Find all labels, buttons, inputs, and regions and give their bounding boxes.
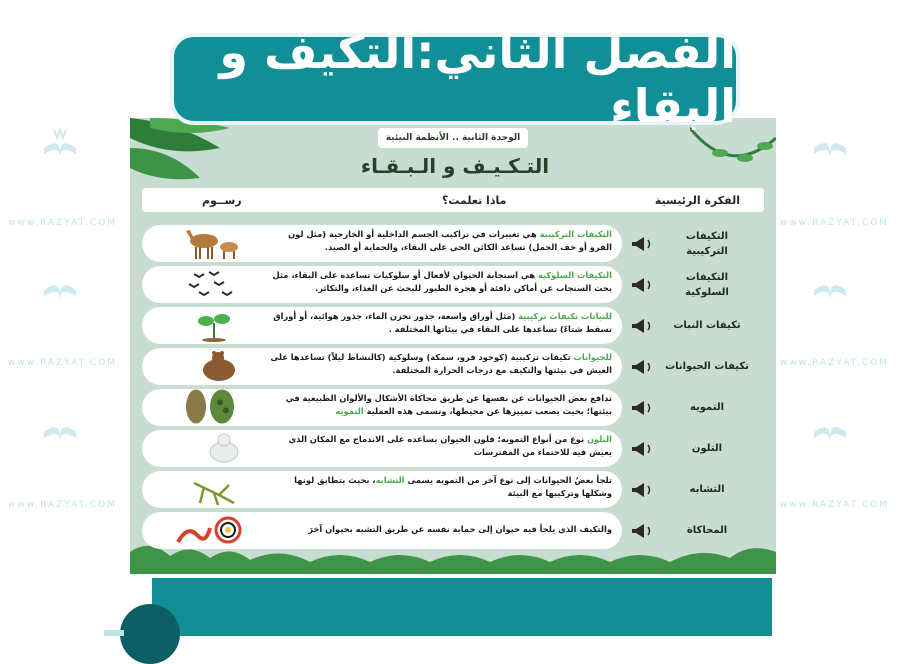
white-fox-icon	[174, 432, 244, 465]
row-description	[267, 269, 612, 295]
decorative-circle	[120, 604, 180, 664]
speaker-icon[interactable]	[630, 276, 654, 294]
row-label: التلون	[691, 443, 723, 454]
row-label: تكيفات النبات	[673, 320, 741, 331]
camel-icon	[174, 227, 244, 260]
watermark-book-icon	[40, 270, 80, 304]
highlight-term: التكيفات التركيبية	[539, 229, 612, 239]
highlight-term: للحيوانات	[573, 352, 612, 362]
unit-label: الوحدة الثانية .. الأنظمة البيئية	[378, 128, 528, 148]
row-description	[267, 392, 612, 418]
row-label: التمويه	[689, 402, 725, 413]
watermark-book-icon	[810, 128, 850, 162]
description-text: (مثل أوراق واسعة، جذور تخزن الماء، جذور هوائية، أو أوراق تسقط شتاءً) تساعدها على البقاء في بيئاتها المختلفة .	[273, 311, 612, 334]
table-row	[142, 389, 764, 426]
watermark-text: www.RAZYAT.COM	[780, 218, 890, 228]
highlight-term: التلون	[586, 434, 612, 444]
watermark-book-icon	[40, 128, 80, 162]
table-row	[142, 266, 764, 303]
chapter-title-banner	[170, 25, 740, 133]
table-header	[142, 188, 764, 212]
highlight-term: التمويه	[335, 406, 364, 416]
speaker-icon[interactable]	[630, 235, 654, 253]
description-text: هي استجابة الحيوان لأفعال أو سلوكيات تساعده على البقاء، مثل بحث السنجاب عن أماكن دافئة أو هجرة الطيور للبحث عن الغذاء، والتكاثر.	[272, 270, 612, 293]
speaker-icon[interactable]	[630, 358, 654, 376]
row-description	[267, 474, 612, 500]
bear-icon	[174, 350, 244, 383]
row-label: المحاكاة	[686, 525, 728, 536]
watermark-book-icon	[810, 412, 850, 446]
watermark-book-icon	[810, 270, 850, 304]
description-text: ، بحيث يتطابق لونها وشكلها وتركيبها مع البيئة	[294, 475, 612, 498]
bottom-bar	[152, 578, 772, 636]
highlight-term: للنباتات تكيفات تركيبية	[518, 311, 612, 321]
description-text: والتكيف الذي يلجأ فيه حيوان إلى حماية نفسه عن طريق التشبه بحيوان آخرَ	[308, 524, 612, 534]
row-label: التكيفات التركيبية	[685, 230, 729, 257]
speaker-icon[interactable]	[630, 317, 654, 335]
highlight-term: التكيفات السلوكية	[537, 270, 612, 280]
infographic-card	[130, 118, 776, 574]
speaker-icon[interactable]	[630, 440, 654, 458]
watermark-text: www.RAZYAT.COM	[8, 358, 118, 368]
header-drawings: رســوم	[202, 193, 242, 207]
watermark-book-icon	[40, 412, 80, 446]
row-description	[267, 310, 612, 336]
table-row	[142, 348, 764, 385]
table-row	[142, 512, 764, 549]
description-text: تكيفات تركيبية (كوجود فرو، سمكة) وسلوكية (كالنشاط ليلاً) تساعدها على العيش في بيئتها والتكيف مع درجات الحرارة المختلفة.	[270, 352, 612, 375]
header-what-learned: ماذا تعلمت؟	[442, 193, 507, 207]
row-label: تكيفات الحيوانات	[665, 361, 749, 372]
card-title: التـكـيـف و الـبـقـاء	[360, 154, 550, 178]
watermark-text: www.RAZYAT.COM	[8, 500, 118, 510]
table-row	[142, 430, 764, 467]
header-main-idea: الفكرة الرئيسية	[654, 193, 740, 207]
table-row	[142, 225, 764, 262]
birds-icon	[174, 268, 244, 301]
speaker-icon[interactable]	[630, 399, 654, 417]
description-text: هي تغييرات في تراكيب الجسم الداخلية أو الخارجية (مثل لون الفرو أو خف الجمل) تساعد الكائن الحي على البقاء، والحماية أو الصيد.	[288, 229, 612, 252]
row-description	[267, 523, 612, 536]
table-row	[142, 307, 764, 344]
snakes-icon	[174, 514, 244, 547]
description-text: تلجأ بعضُ الحيوانات إلى نوع آخر من التمويه يسمى	[404, 475, 612, 485]
speaker-icon[interactable]	[630, 481, 654, 499]
row-label: التشابه	[689, 484, 725, 495]
mantis-icon	[174, 473, 244, 506]
watermark-text: www.RAZYAT.COM	[780, 358, 890, 368]
plant-icon	[174, 309, 244, 342]
watermark-text: www.RAZYAT.COM	[8, 218, 118, 228]
chapter-title: الفصل الثاني:التكيف و البقاء	[219, 25, 736, 133]
row-description	[267, 228, 612, 254]
description-text: تدافع بعض الحيوانات عن نفسها عن طريق محاكاة الأشكال والألوان الطبيعية في بيئتها؛ بحيث يصعب تمييزها عن محيطها، وتسمى هذه العملية	[285, 393, 612, 416]
speaker-icon[interactable]	[630, 522, 654, 540]
camouflage-icon	[174, 385, 244, 425]
decorative-corner	[104, 630, 124, 636]
row-label: التكيفات السلوكية	[685, 271, 729, 298]
description-text: نوع من أنواع التمويه؛ فلون الحيوان يساعده على الاندماج مع المكان الذي يعيش فيه للاحتماء من المفترسات	[288, 434, 612, 457]
row-description	[267, 433, 612, 459]
table-row	[142, 471, 764, 508]
watermark-text: www.RAZYAT.COM	[780, 500, 890, 510]
row-description	[267, 351, 612, 377]
highlight-term: التشابه	[375, 475, 405, 485]
